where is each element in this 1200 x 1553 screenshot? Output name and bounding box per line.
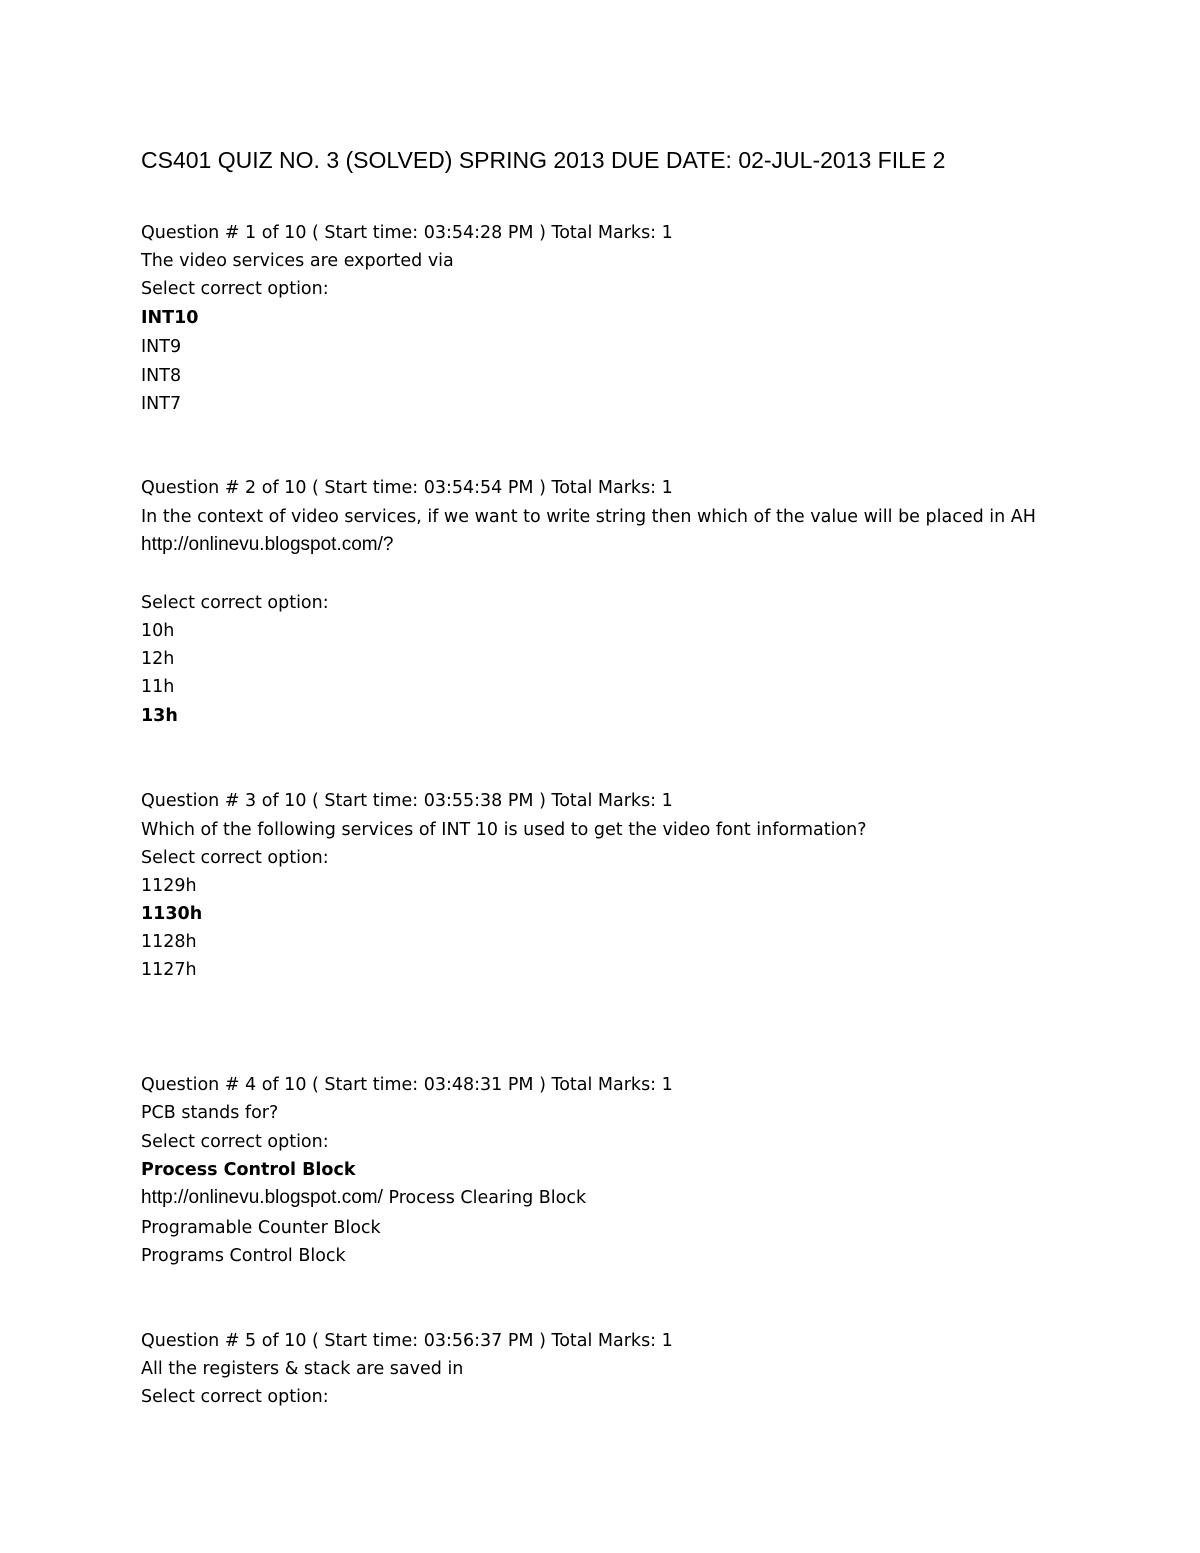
question-4-prompt: Select correct option:: [141, 1132, 329, 1152]
question-5-prompt: Select correct option:: [141, 1387, 329, 1407]
document-title: CS401 QUIZ NO. 3 (SOLVED) SPRING 2013 DUE DATE: 02-JUL-2013 FILE 2: [141, 147, 946, 173]
question-4-option-4: Programs Control Block: [141, 1246, 346, 1266]
question-4-option-3: Programable Counter Block: [141, 1218, 381, 1238]
question-2-option-3: 11h: [141, 677, 175, 697]
question-2-text: In the context of video services, if we want to write string then which of the value will be placed in AH: [141, 507, 1036, 527]
question-4-option-2-row: [141, 1186, 586, 1210]
question-3-option-4: 1127h: [141, 960, 197, 980]
question-1-option-3: INT8: [141, 366, 182, 386]
question-2-option-2: 12h: [141, 649, 175, 669]
question-4-header: Question # 4 of 10 ( Start time: 03:48:31 PM ) Total Marks: 1: [141, 1075, 673, 1095]
question-1-option-4: INT7: [141, 394, 182, 414]
question-3-option-3: 1128h: [141, 932, 197, 952]
question-3-header: Question # 3 of 10 ( Start time: 03:55:38 PM ) Total Marks: 1: [141, 791, 673, 811]
question-1-header: Question # 1 of 10 ( Start time: 03:54:28 PM ) Total Marks: 1: [141, 223, 673, 243]
question-5-text: All the registers & stack are saved in: [141, 1359, 464, 1379]
question-2-option-4-correct: 13h: [141, 706, 178, 726]
question-3-text: Which of the following services of INT 10 is used to get the video font information?: [141, 820, 867, 840]
question-2-header: Question # 2 of 10 ( Start time: 03:54:54 PM ) Total Marks: 1: [141, 478, 673, 498]
question-3-option-2-correct: 1130h: [141, 904, 203, 924]
question-4-option-2: Process Clearing Block: [388, 1188, 587, 1208]
question-1-option-2: INT9: [141, 337, 182, 357]
question-3-option-1: 1129h: [141, 876, 197, 896]
question-1-text: The video services are exported via: [141, 251, 454, 271]
question-5-header: Question # 5 of 10 ( Start time: 03:56:37 PM ) Total Marks: 1: [141, 1331, 673, 1351]
question-3-prompt: Select correct option:: [141, 848, 329, 868]
question-4-text: PCB stands for?: [141, 1103, 279, 1123]
question-4-option-1-correct: Process Control Block: [141, 1160, 356, 1180]
question-2-link[interactable]: http://onlinevu.blogspot.com/?: [141, 534, 394, 555]
question-4-option-link[interactable]: http://onlinevu.blogspot.com/: [141, 1187, 383, 1208]
question-1-option-1-correct: INT10: [141, 308, 199, 328]
question-2-prompt: Select correct option:: [141, 593, 329, 613]
question-1-prompt: Select correct option:: [141, 279, 329, 299]
question-2-option-1: 10h: [141, 621, 175, 641]
